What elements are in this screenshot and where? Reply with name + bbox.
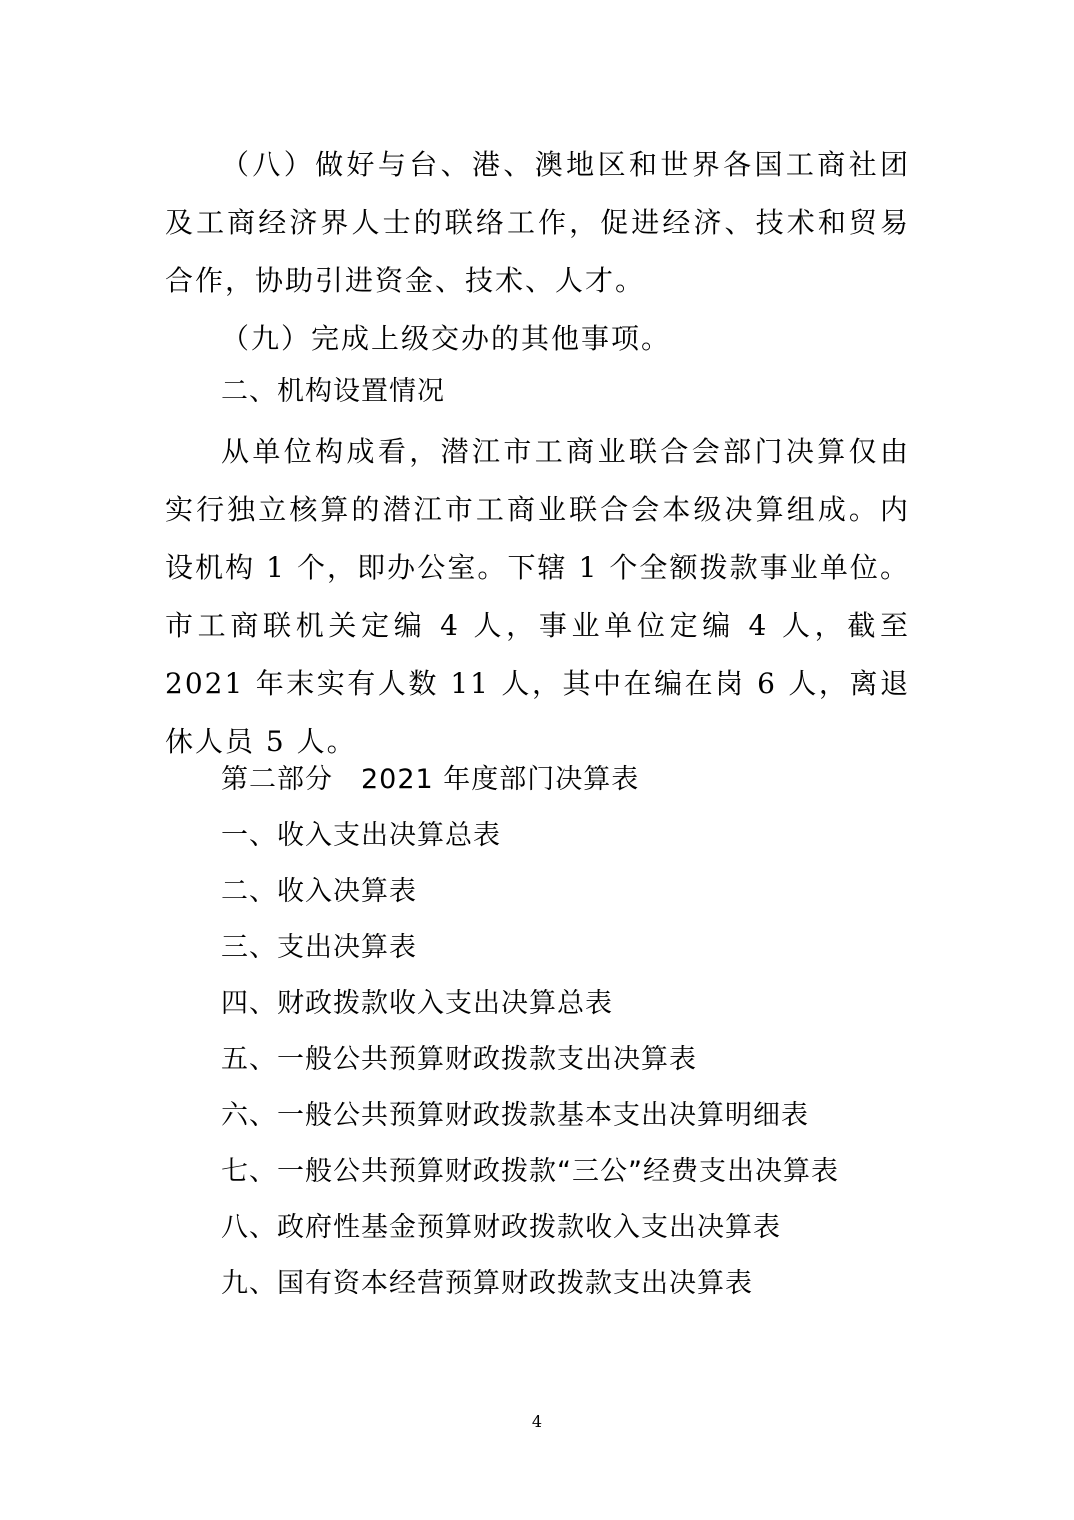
table-list-item: 七、一般公共预算财政拨款“三公”经费支出决算表 <box>221 1156 839 1187</box>
paragraph-organization-body: 从单位构成看，潜江市工商业联合会部门决算仅由实行独立核算的潜江市工商业联合会本级决算组成。内设机构 1 个，即办公室。下辖 1 个全额拨款事业单位。市工商联机关定编 4 人，事业单位定编 4 人，截至 2021 年末实有人数 11 人，其中在编在岗 6 人，离退休人员 5 人。 <box>165 435 910 758</box>
part-two-title: 第二部分 2021 年度部门决算表 <box>221 764 640 795</box>
table-list-item: 一、收入支出决算总表 <box>221 820 501 851</box>
table-list-item: 三、支出决算表 <box>221 932 417 963</box>
table-list-item: 八、政府性基金预算财政拨款收入支出决算表 <box>221 1212 781 1243</box>
table-list-item: 五、一般公共预算财政拨款支出决算表 <box>221 1044 697 1075</box>
paragraph-item-8: （八）做好与台、港、澳地区和世界各国工商社团及工商经济界人士的联络工作，促进经济、技术和贸易合作，协助引进资金、技术、人才。 <box>165 148 910 297</box>
page-number: 4 <box>531 1412 543 1431</box>
section-heading-organization: 二、机构设置情况 <box>221 376 445 407</box>
table-list-item: 九、国有资本经营预算财政拨款支出决算表 <box>221 1268 753 1299</box>
paragraph-item-9: （九）完成上级交办的其他事项。 <box>221 322 672 355</box>
table-list-item: 二、收入决算表 <box>221 876 417 907</box>
table-list-item: 六、一般公共预算财政拨款基本支出决算明细表 <box>221 1100 809 1131</box>
table-list-item: 四、财政拨款收入支出决算总表 <box>221 988 613 1019</box>
